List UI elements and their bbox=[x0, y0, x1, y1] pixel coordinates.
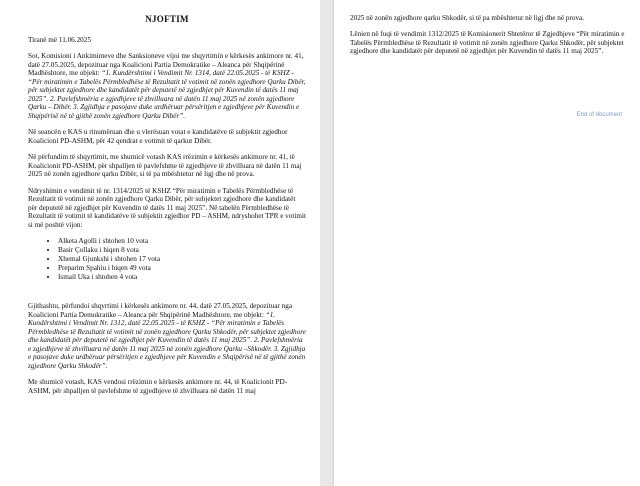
vote-changes-list bbox=[28, 237, 306, 282]
paragraph-decision-41: Në përfundim të shqyrtimit, me shumicë votash KAS rrëzimin e kërkesës ankimore nr. 41, të Koalicionit PD-ASHM, për shpalljen të pavlefshme të zgjedhjeve të zhvilluara në datën 11 maj 2025 në zonën zgjedhore qarku Dibër, si të pa mbështetur në ligj dhe në prova. bbox=[28, 153, 302, 179]
complaint-41-object: “1. Kundërshtimi i Vendimit Nr. 1314, datë 22.05.2025 - të KSHZ - “Për miratimin e Tabelës Përmbledhëse të Rezultatit të votimit në zonën zgjedhore Qarku Dibër, për subjektet zgjedhore dhe kandidatët për deputetë në zgjedhjet për Kuvendin të datës 11 maj 2025”. 2. Pavlefshmëria e zgjedhjeve të zhvilluara në datën 11 maj 2025 në zonën zgjedhore Qarku – Dibër. 3. Zgjidhja e pasojave duke urdhëruar përsëritjen e zgjedhjeve për Kuvendin e Shqipërisë në të gjithë zonën zgjedhore Qarku Dibër”. bbox=[28, 69, 306, 120]
paragraph-decision-44: Me shumicë votash, KAS vendosi rrëzimin e kërkesës ankimore nr. 44, të Koalicionit PD-ASHM, për shpalljen të pavlefshme të zgjedhjeve të zhvilluara në datën 11 maj bbox=[28, 378, 288, 395]
list-item: • Ismail Uka i shtohen 4 vota bbox=[58, 273, 306, 282]
complaint-41-intro: Sot, Komisioni i Ankimimeve dhe Sanksioneve vijoi me shqyrtimin e kërkesës ankimore nr. 41, datë 27.05.2025, depozituar nga Koalicioni Partia Demokratike – Aleanca për Shqipërinë Madhështore, me objekt: bbox=[28, 52, 304, 78]
spacer bbox=[28, 288, 306, 302]
paragraph-complaint-41 bbox=[28, 52, 306, 120]
list-item: • Xhemal Gjunkshi i shtohen 17 vota bbox=[58, 255, 306, 264]
complaint-44-object: “1. Kundërshtimi i Vendimit Nr. 1312, datë 22.05.2025 - të KSHZ - “Për miratimin e Tabelës Përmbledhëse të Rezultatit të votimit në zonën zgjedhore Qarku Shkodër, për subjektet zgjedhore dhe kandidatët për deputetë në zgjedhjet për Kuvendin të datës 11 maj 2025”. 2. Pavlefshmëria e zgjedhjeve të zhvilluara në datën 11 maj 2025 në zonën zgjedhore Qarku –Shkodër. 3. Zgjidhja e pasojave duke urdhëruar përsëritjen e zgjedhjeve për Kuvendin e Shqipërisë në të gjithë zonën zgjedhore Qarku Shkodër”. bbox=[28, 310, 306, 370]
list-item: • Preparim Spahiu i hiqen 49 vota bbox=[58, 264, 306, 273]
list-item: • Alketa Agolli i shtohen 10 vota bbox=[58, 237, 306, 246]
paragraph-recount: Në seancën e KAS u rinumëruan dhe u vlerësuan votat e kandidatëve të subjektit zgjedhor Koalicioni PD-ASHM, për 42 qendrat e votimit të qarkut Dibër. bbox=[28, 128, 288, 145]
complaint-44-intro: Gjithashtu, përfundoi shqyrtimi i kërkesës ankimore nr. 44, datë 27.05.2025, depozituar nga Koalicioni Partia Demokratike – Aleanca për Shqipërinë Madhështore, me objekt: bbox=[28, 302, 293, 319]
document-page-2 bbox=[334, 0, 640, 486]
document-title: NJOFTIM bbox=[145, 14, 189, 24]
paragraph-complaint-44 bbox=[28, 302, 306, 370]
list-item: • Basir Çollaku i hiqen 8 vota bbox=[58, 246, 306, 255]
page-gap bbox=[320, 0, 334, 486]
paragraph-continuation: 2025 në zonën zgjedhore qarku Shkodër, si të pa mbështetur në ligj dhe në prova. bbox=[350, 14, 585, 22]
end-of-document-marker: End of document bbox=[576, 112, 622, 118]
document-date: Tiranë më 11.06.2025 bbox=[28, 36, 91, 44]
paragraph-upheld-decision: Lënien në fuqi të vendimit 1312/2025 të Komisionerit Shtetëror të Zgjedhjeve “Për miratimin e Tabelës Përmbledhëse të Rezultatit të votimit në zonën zgjedhore Qarku Shkodër, për subjektet zgjedhore dhe kandidatët për deputetë në zgjedhjet për Kuvendin të datës 11 maj 2025”. bbox=[350, 30, 625, 56]
paragraph-amendment: Ndryshimin e vendimit të nr. 1314/2025 të KSHZ “Për miratimin e Tabelës Përmbledhëse të Rezultatit të votimit në zonën zgjedhore Qarku Dibër, për subjektet zgjedhore dhe kandidatët për deputetë në zgjedhjet për Kuvendin të datës 11 maj 2025”. Në tabelën Përmbledhëse të Rezultatit të votimit të kandidatëve të subjektit zgjedhor PD – ASHM, ndryshohet TPR e votimit si më poshtë vijon: bbox=[28, 186, 306, 229]
